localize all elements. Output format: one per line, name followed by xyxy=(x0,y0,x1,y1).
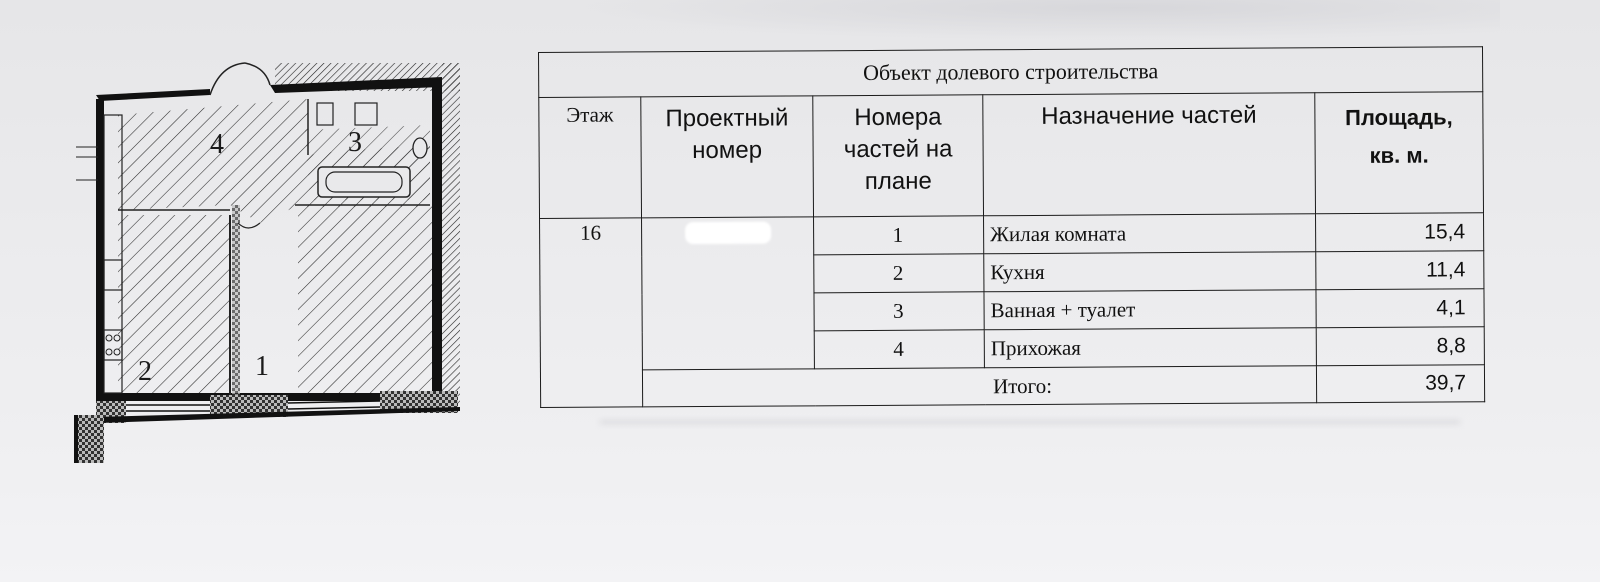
header-project-number-line1: Проектный xyxy=(665,104,789,133)
total-label: Итого: xyxy=(642,366,1316,407)
total-value: 39,7 xyxy=(1316,365,1484,403)
exterior-wall-hatch xyxy=(442,63,460,408)
scan-artifact xyxy=(600,420,1460,424)
header-floor: Этаж xyxy=(539,97,642,219)
row-area: 4,1 xyxy=(1316,289,1484,328)
right-wall xyxy=(432,80,442,400)
row-purpose: Ванная + туалет xyxy=(984,290,1316,330)
row-num: 2 xyxy=(814,254,984,293)
room-label-1: 1 xyxy=(255,351,269,382)
room-label-3: 3 xyxy=(348,127,362,158)
row-area: 8,8 xyxy=(1316,327,1484,366)
floor-value: 16 xyxy=(540,218,643,408)
floor-plan xyxy=(70,55,470,475)
header-part-numbers-line2: частей на xyxy=(843,135,953,164)
entrance-door xyxy=(210,63,245,95)
header-part-numbers xyxy=(813,95,984,217)
header-part-numbers-line1: Номера xyxy=(854,103,942,132)
row-purpose: Прихожая xyxy=(984,328,1316,368)
header-purpose: Назначение частей xyxy=(983,93,1316,216)
row-area: 11,4 xyxy=(1316,251,1484,290)
header-area xyxy=(1315,92,1484,214)
table-row xyxy=(540,213,1484,257)
row-area: 15,4 xyxy=(1316,213,1484,252)
row-num: 1 xyxy=(814,216,984,255)
redacted-mark xyxy=(685,222,771,245)
floor-plan-drawing xyxy=(70,55,470,475)
room-label-4: 4 xyxy=(210,129,224,160)
row-num: 4 xyxy=(814,330,984,369)
header-area-line2: кв. м. xyxy=(1369,142,1429,168)
row-purpose: Кухня xyxy=(984,252,1316,292)
project-number-value xyxy=(642,217,815,370)
header-area-line1: Площадь, xyxy=(1345,104,1453,131)
toilet-icon xyxy=(413,138,427,158)
room-2-kitchen xyxy=(118,215,230,395)
left-wall xyxy=(96,99,104,409)
area-table-container xyxy=(538,46,1484,400)
room-label-2: 2 xyxy=(138,356,152,387)
row-num: 3 xyxy=(814,292,984,331)
header-part-numbers-line3: плане xyxy=(864,167,932,196)
header-project-number xyxy=(641,96,814,218)
table-title: Объект долевого строительства xyxy=(539,47,1483,98)
row-purpose: Жилая комната xyxy=(984,214,1316,254)
area-table xyxy=(538,46,1485,408)
room-1-living xyxy=(298,205,435,395)
total-row xyxy=(540,365,1484,408)
header-project-number-line2: номер xyxy=(692,136,763,165)
scan-shadow xyxy=(560,0,1500,40)
